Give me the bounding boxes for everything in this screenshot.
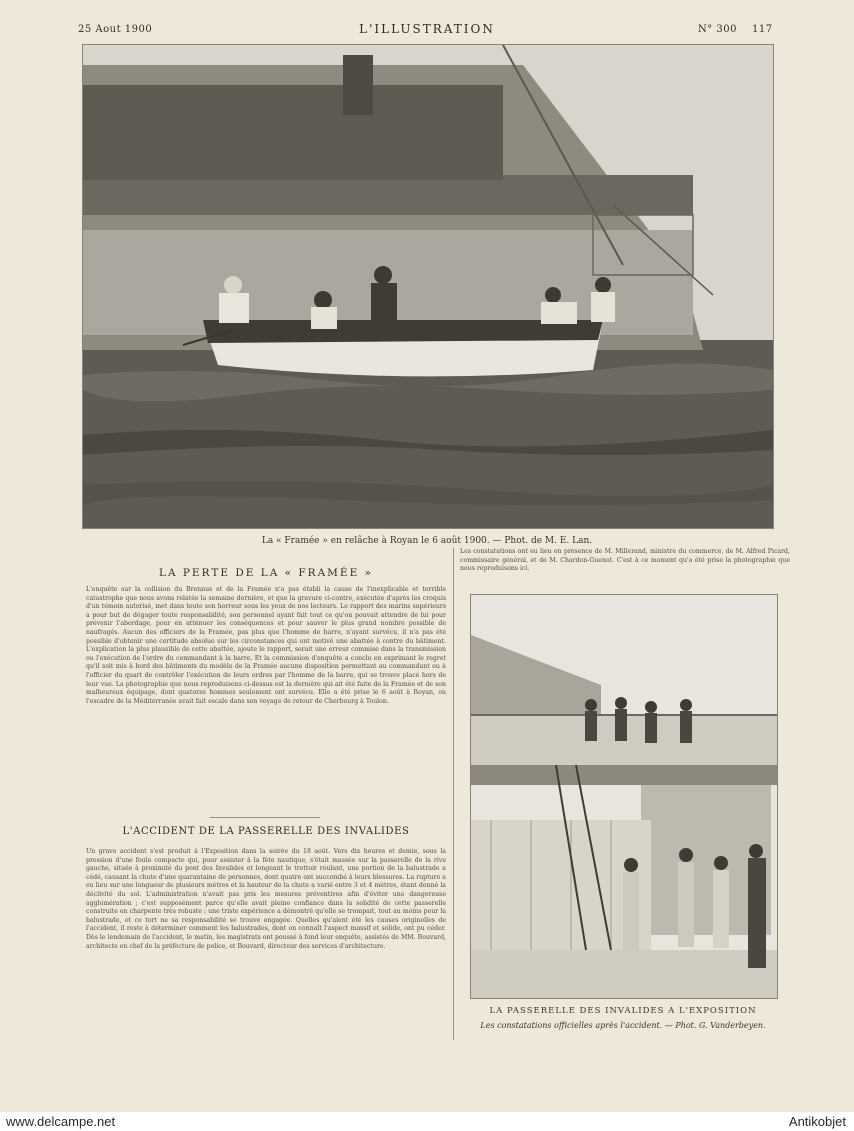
right-column-text: Les constatations ont eu lieu en présence de M. Millerand, ministre du commerce, de M. Alfred Picard, commissaire général, et de M. Chardon-Guenot. C'est à ce moment qu'a été prise la photographie que nous reproduisons ici. xyxy=(460,548,790,573)
article-1-text: L'enquête sur la collision du Brennus et de la Framée n'a pas établi la cause de l'inexplicable et terrible catastrophe que nous avons relatée la semaine dernière, et que la gravure ci-contre, exécutée d'après les croquis d'un témoin autorisé, met dans toute son horreur sous les yeux de nos lecteurs. Le rapport des marins supérieurs a pour but de dégager toute responsabilité, son personnel ayant fait tout ce qu'on pouvait attendre de lui pour prévenir l'abordage, pour en atténuer les conséquences et pour sauver le plus grand nombre possible de naufragés. Aucun des officiers de la Framée, pas plus que l'homme de barre, n'ayant survécu, il n'a pas été possible d'obtenir une certitude absolue sur les circonstances qui ont motivé une abattée à contre du bâtiment. L'explication la plus plausible de cette abattée, ajoute le rapport, serait une erreur commise dans la transmission ou l'exécution de l'ordre du commandant à la barre. Et la commission d'enquête a conclu en exprimant le regret qu'il soit mis à bord des bâtiments du modèle de la Framée aucune disposition permettant au commandant ou à l'officier du quart de contrôler l'exécution de leurs ordres par l'homme de la barre, qui se trouve placé hors de leur vue. La photographie que nous reproduisons ci-dessus est la dernière qui ait été faite de la Framée et de son malheureux équipage, dont quatorze hommes seulement ont survécu. Elle a été prise le 6 août à Royan, où l'escadre de la Méditerranée avait fait escale dans son voyage de retour de Cherbourg à Toulon. xyxy=(86,586,446,705)
footer-left-link[interactable]: www.delcampe.net xyxy=(6,1114,116,1129)
article-2-text: Un grave accident s'est produit à l'Exposition dans la soirée du 18 août. Vers dix heures et demie, sous la pression d'une foule compacte qui, pour assister à la fête nautique, s'était massée sur la passerelle de la rive gauche, située à proximité du pont des Invalides et longeant le trottoir roulant, une portion de la balustrade a cédé, causant la chute d'une quarantaine de personnes, dont quatre ont succombé à leurs blessures. La rupture a eu lieu sur une longueur de plusieurs mètres et la hauteur de la chute a varié entre 3 et 4 mètres, étant donné la déclivité du sol. L'administration n'avait pas pris les mesures préventives afin d'éviter une dangereuse agglomération ; c'est supposément parce qu'elle avait pleine confiance dans la solidité de cette passerelle construite en charpente très robuste ; une triste expérience a démontré qu'elle se trompait, tout au moins pour la balustrade, et ce tort ne sa responsabilité se trouve engagée. Quelles qu'aient été les causes originelles de l'accident, il reste à déterminer comment les balustrades, dont on connaît l'aspect massif et solide, ont pu céder. Dès le lendemain de l'accident, le matin, les magistrats ont poussé à fond leur enquête, assistés de MM. Bouvard, architecte en chef de la préfecture de police, et Bouvard, directeur des services d'architecture. xyxy=(86,848,446,950)
right-photo-subtitle: Les constatations officielles après l'accident. — Phot. G. Vanderbeyen. xyxy=(480,1021,766,1030)
passerelle-image xyxy=(471,595,777,998)
watermark-bar xyxy=(0,1112,854,1131)
column-divider xyxy=(453,548,454,1040)
header-issue: N° 300 xyxy=(698,24,738,35)
framee-ship-photo xyxy=(82,44,774,529)
framee-ship-image xyxy=(83,45,773,528)
article-1-heading: LA PERTE DE LA « FRAMÉE » xyxy=(158,567,374,579)
passerelle-photo xyxy=(470,594,778,999)
header-title: L'ILLUSTRATION xyxy=(359,22,495,36)
right-photo-title: LA PASSERELLE DES INVALIDES A L'EXPOSITION xyxy=(489,1006,757,1016)
top-photo-caption: La « Framée » en relâche à Royan le 6 août 1900. — Phot. de M. E. Lan. xyxy=(261,536,593,546)
header-page-number: 117 xyxy=(752,24,773,35)
footer-right-brand: Antikobjet xyxy=(788,1114,846,1129)
article-2-heading: L'ACCIDENT DE LA PASSERELLE DES INVALIDES xyxy=(122,826,410,837)
header-date: 25 Aout 1900 xyxy=(78,24,153,35)
section-divider xyxy=(210,817,320,818)
